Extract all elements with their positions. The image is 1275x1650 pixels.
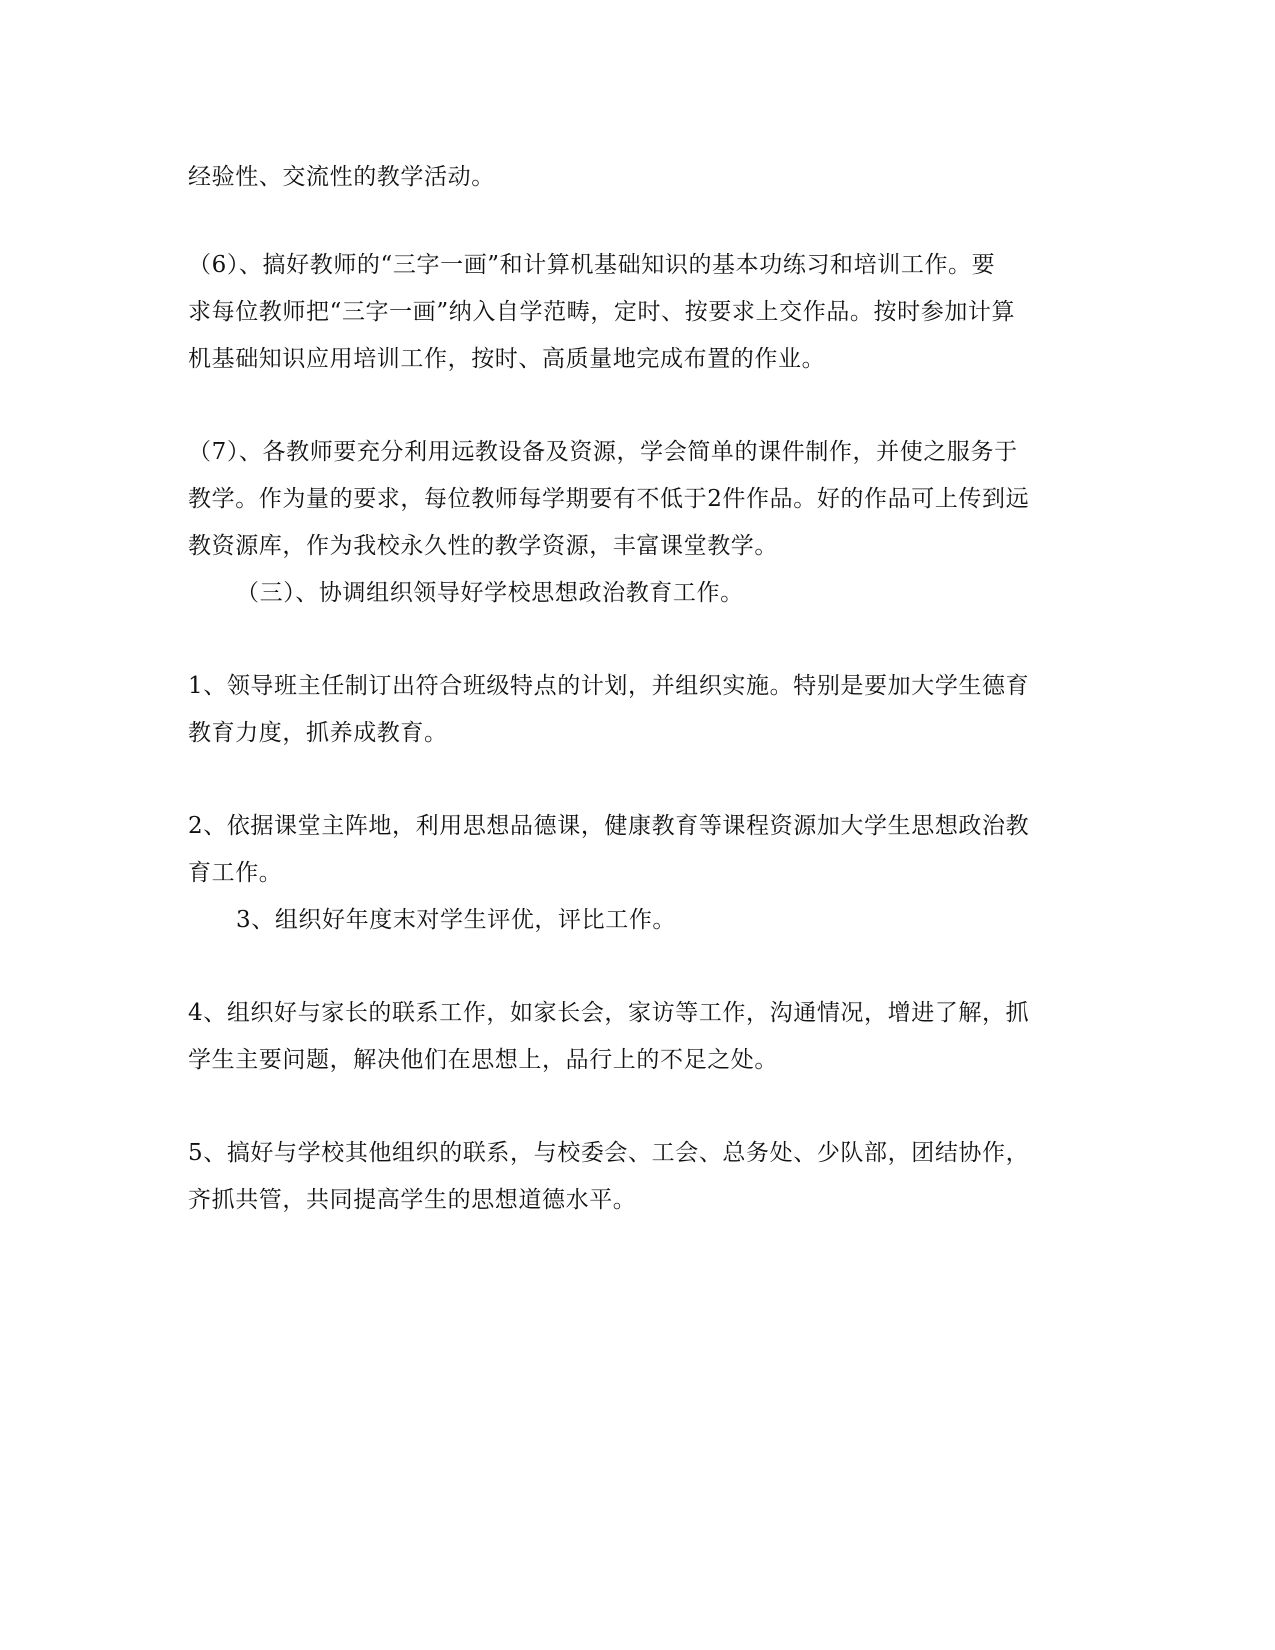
- section-heading: （三）、协调组织领导好学校思想政治教育工作。: [236, 580, 744, 606]
- item-2-line-2: 育工作。: [188, 860, 283, 886]
- item-4-line-1: 4、组织好与家长的联系工作，如家长会，家访等工作，沟通情况，增进了解，抓: [188, 1000, 1030, 1026]
- item-2-line-1: 2、依据课堂主阵地，利用思想品德课，健康教育等课程资源加大学生思想政治教: [188, 813, 1030, 839]
- paragraph-6-line-1: （6）、搞好教师的“三字一画”和计算机基础知识的基本功练习和培训工作。要: [188, 252, 996, 278]
- paragraph-7-line-3: 教资源库，作为我校永久性的教学资源，丰富课堂教学。: [188, 533, 778, 559]
- paragraph-6-line-2: 求每位教师把“三字一画”纳入自学范畴，定时、按要求上交作品。按时参加计算: [188, 299, 1016, 325]
- item-4-line-2: 学生主要问题，解决他们在思想上，品行上的不足之处。: [188, 1047, 778, 1073]
- item-5-line-2: 齐抓共管，共同提高学生的思想道德水平。: [188, 1187, 637, 1213]
- item-1-line-1: 1、领导班主任制订出符合班级特点的计划，并组织实施。特别是要加大学生德育: [188, 673, 1030, 699]
- item-3-line-1: 3、组织好年度末对学生评优，评比工作。: [236, 907, 677, 933]
- paragraph-7-line-1: （7）、各教师要充分利用远教设备及资源，学会简单的课件制作，并使之服务于: [188, 439, 1018, 465]
- paragraph-line-1: 经验性、交流性的教学活动。: [188, 164, 495, 190]
- paragraph-6-line-3: 机基础知识应用培训工作，按时、高质量地完成布置的作业。: [188, 346, 826, 372]
- item-1-line-2: 教育力度，抓养成教育。: [188, 720, 448, 746]
- paragraph-7-line-2: 教学。作为量的要求，每位教师每学期要有不低于2件作品。好的作品可上传到远: [188, 486, 1030, 512]
- item-5-line-1: 5、搞好与学校其他组织的联系，与校委会、工会、总务处、少队部，团结协作，: [188, 1140, 1030, 1166]
